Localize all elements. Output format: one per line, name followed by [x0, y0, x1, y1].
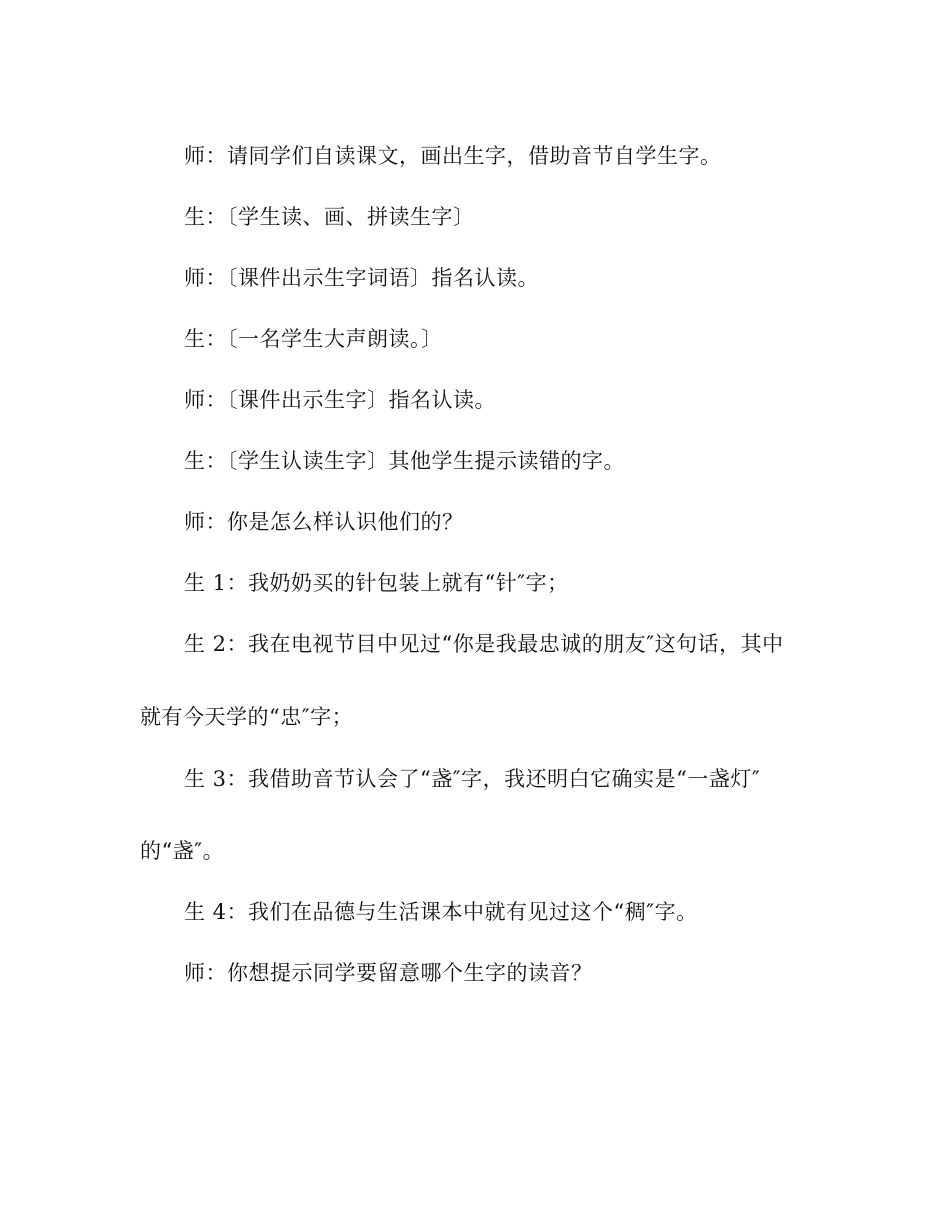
paragraph-line: 生 3：我借助音节认会了“盏″字，我还明白它确实是“一盏灯″: [184, 767, 761, 791]
paragraph-line: 师：你想提示同学要留意哪个生字的读音？: [184, 961, 593, 985]
paragraph-line: 师：〔课件出示生字词语〕指名认读。: [184, 266, 539, 290]
paragraph-line: 生：〔一名学生大声朗读。〕: [184, 327, 443, 351]
paragraph-line: 生：〔学生读、画、拼读生字〕: [184, 205, 475, 229]
paragraph-line: 师：你是怎么样认识他们的？: [184, 510, 464, 534]
paragraph-line: 就有今天学的“忠″字；: [140, 705, 354, 729]
paragraph-line: 生：〔学生认读生字〕其他学生提示读错的字。: [184, 449, 625, 473]
paragraph-line: 生 4：我们在品德与生活课本中就有见过这个“稠″字。: [184, 900, 698, 924]
paragraph-line: 师：〔课件出示生字〕指名认读。: [184, 388, 496, 412]
paragraph-line: 生 2：我在电视节目中见过“你是我最忠诚的朋友″这句话，其中: [184, 632, 784, 656]
paragraph-line: 的“盏″。: [140, 839, 225, 863]
paragraph-line: 师：请同学们自读课文，画出生字，借助音节自学生字。: [184, 144, 722, 168]
paragraph-line: 生 1：我奶奶买的针包装上就有“针″字；: [184, 571, 569, 595]
